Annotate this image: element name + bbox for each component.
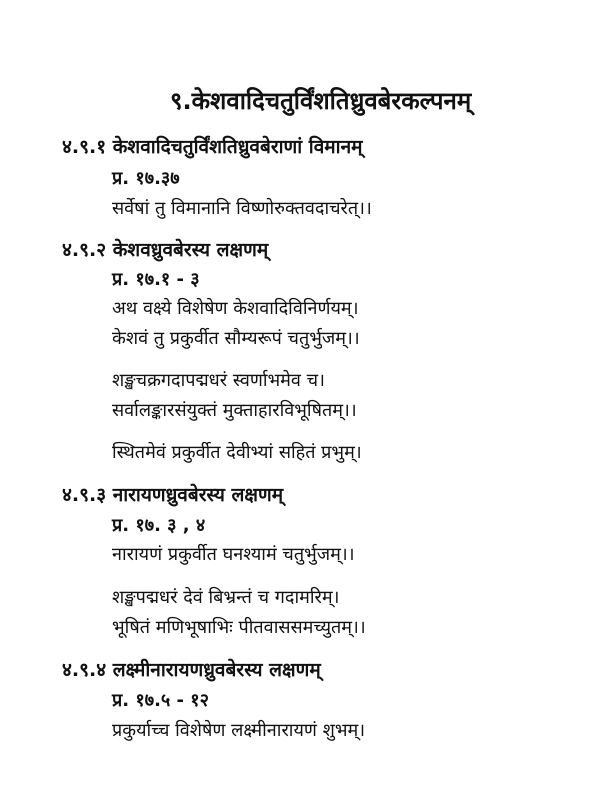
section-reference-4-9-3: प्र. १७. ३ , ४ bbox=[112, 515, 206, 536]
section-heading-4-9-4: ४.९.४ लक्ष्मीनारायणध्रुवबेरस्य लक्षणम् bbox=[62, 659, 321, 681]
section-heading-4-9-3: ४.९.३ नारायणध्रुवबेरस्य लक्षणम् bbox=[62, 484, 284, 506]
section-heading-4-9-1: ४.९.१ केशवादिचतुर्विंशतिध्रुवबेराणां विमानम् bbox=[62, 136, 363, 158]
verse-line: अथ वक्ष्ये विशेषेण केशवादिविनिर्णयम्। bbox=[112, 298, 359, 319]
verse-line: शङ्खचक्रगदापद्मधरं स्वर्णाभमेव च। bbox=[112, 370, 325, 391]
chapter-title: ९.केशवादिचतुर्विंशतिध्रुवबेरकल्पनम् bbox=[170, 87, 472, 115]
section-reference-4-9-4: प्र. १७.५ - १२ bbox=[112, 690, 209, 711]
verse-line: शङ्खपद्मधरं देवं बिभ्रन्तं च गदामरिम्। bbox=[112, 587, 340, 608]
verse-line: भूषितं मणिभूषाभिः पीतवाससमच्युतम्।। bbox=[112, 617, 366, 638]
section-reference-4-9-2: प्र. १७.१ - ३ bbox=[112, 269, 200, 290]
verse-line: सर्वालङ्कारसंयुक्तं मुक्ताहारविभूषितम्।। bbox=[112, 400, 357, 421]
section-heading-4-9-2: ४.९.२ केशवध्रुवबेरस्य लक्षणम् bbox=[62, 239, 269, 261]
verse-line: प्रकुर्याच्च विशेषेण लक्ष्मीनारायणं शुभम्। bbox=[112, 720, 366, 741]
verse-line: सर्वेषां तु विमानानि विष्णोरुक्तवदाचरेत्।। bbox=[112, 198, 372, 219]
section-reference-4-9-1: प्र. १७.३७ bbox=[112, 168, 180, 189]
verse-line: केशवं तु प्रकुर्वीत सौम्यरूपं चतुर्भुजम्।। bbox=[112, 328, 360, 349]
verse-line: नारायणं प्रकुर्वीत घनश्यामं चतुर्भुजम्।। bbox=[112, 544, 355, 565]
verse-line: स्थितमेवं प्रकुर्वीत देवीभ्यां सहितं प्रभुम्। bbox=[112, 442, 362, 463]
